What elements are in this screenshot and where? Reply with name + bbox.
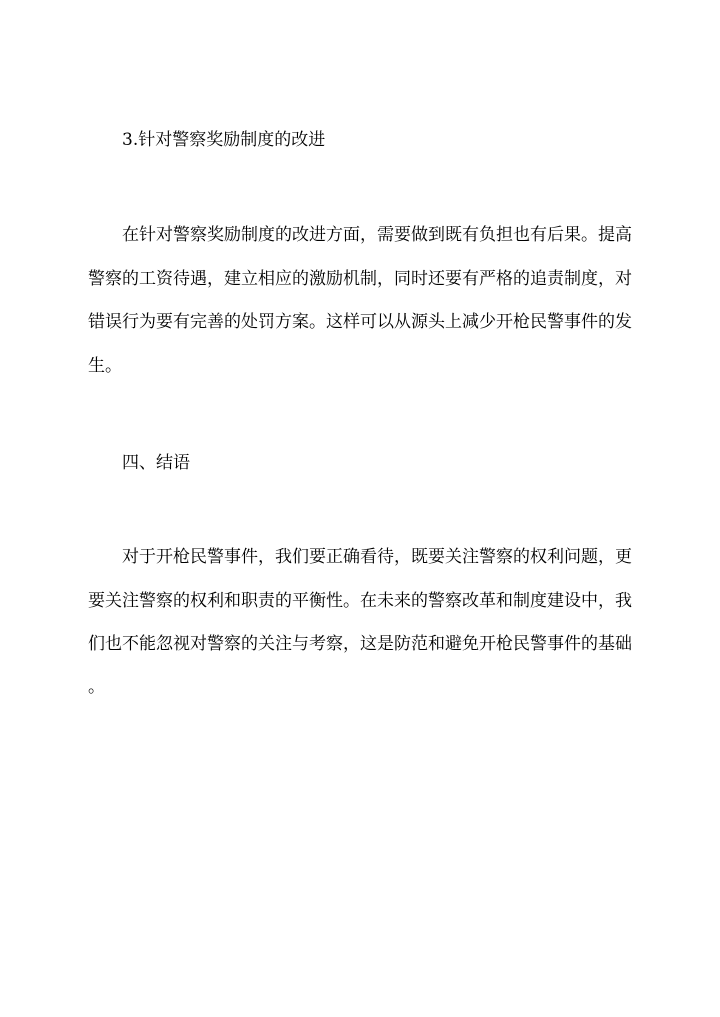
paragraph-line: 错误行为要有完善的处罚方案。这样可以从源头上减少开枪民警事件的发 — [88, 312, 632, 332]
section-3-heading: 3.针对警察奖励制度的改进 — [122, 130, 326, 150]
paragraph-line: 在针对警察奖励制度的改进方面，需要做到既有负担也有后果。提高 — [122, 225, 632, 245]
paragraph-line: 要关注警察的权利和职责的平衡性。在未来的警察改革和制度建设中，我 — [88, 591, 632, 611]
section-4-heading: 四、结语 — [122, 453, 190, 473]
paragraph-line: 们也不能忽视对警察的关注与考察，这是防范和避免开枪民警事件的基础 — [88, 634, 632, 654]
paragraph-line: 对于开枪民警事件，我们要正确看待，既要关注警察的权利问题，更 — [122, 547, 632, 567]
paragraph-line: 警察的工资待遇，建立相应的激励机制，同时还要有严格的追责制度，对 — [88, 269, 632, 289]
paragraph-line: 。 — [88, 677, 105, 697]
paragraph-line: 生。 — [88, 356, 122, 376]
